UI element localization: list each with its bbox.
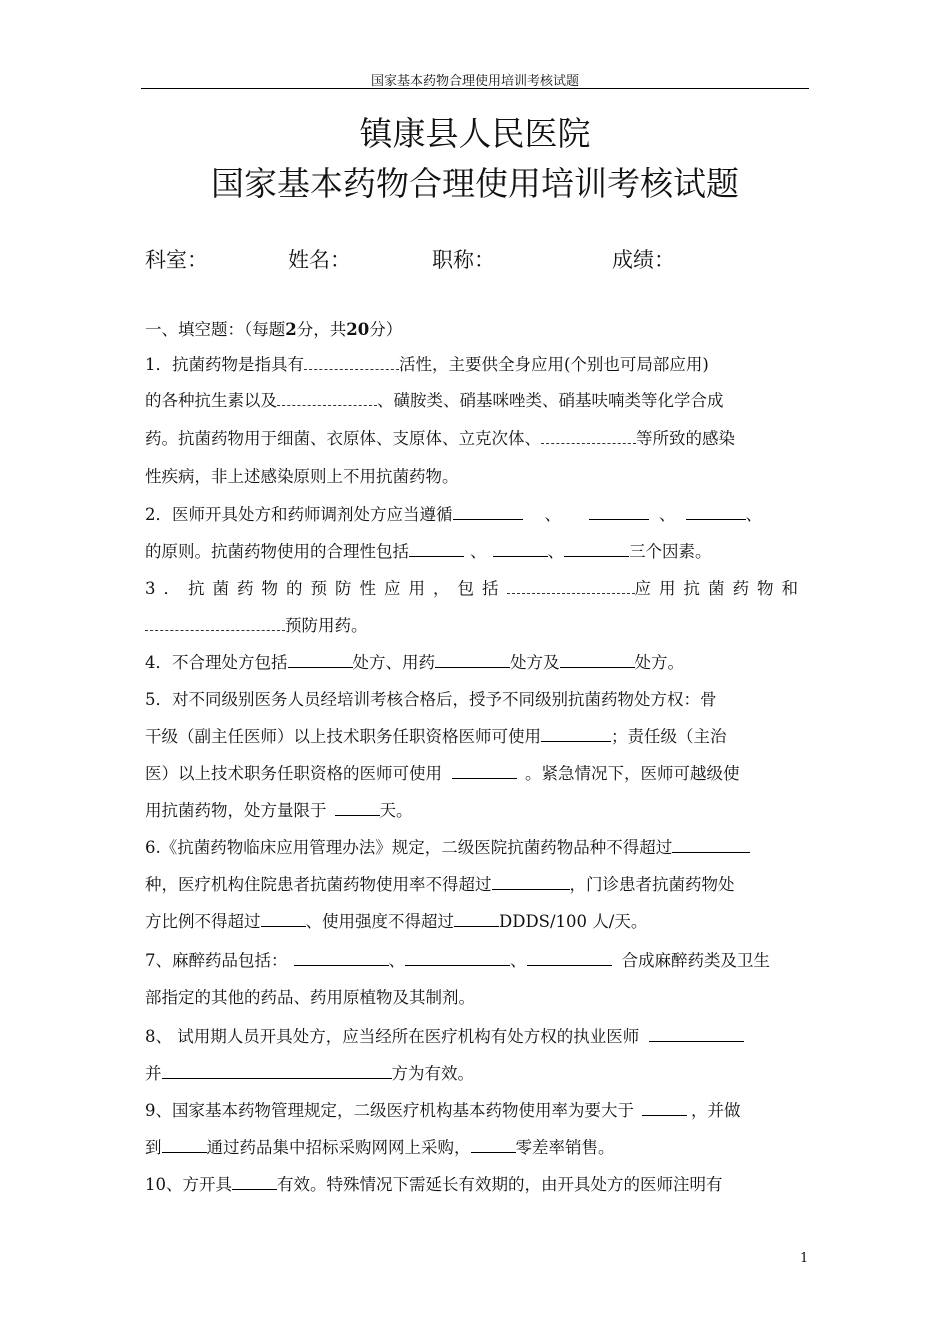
blank[interactable] [493,555,548,557]
running-header: 国家基本药物合理使用培训考核试题 [370,74,579,89]
blank[interactable] [261,925,306,927]
q8-line1: 8、 试用期人员开具处方，应当经所在医疗机构有处方权的执业医师 [145,1022,811,1052]
q8-line2: 并 方为有效。 [145,1064,474,1083]
blank[interactable] [471,1151,516,1153]
section-heading: 一、填空题：（每题2分，共20分） [145,320,403,339]
blank[interactable] [452,777,517,779]
name-label: 姓名： [288,248,351,272]
blank[interactable] [435,666,510,668]
blank[interactable] [405,964,510,966]
q6-line1: 6.《抗菌药物临床应用管理办法》规定，二级医院抗菌药物品种不得超过 [145,833,811,863]
q5-line4: 用抗菌药物，处方量限于 天。 [145,801,413,820]
blank[interactable] [288,666,353,668]
q1-line1: 1．抗菌药物是指具有 活性，主要供全身应用(个别也可局部应用) [145,355,709,374]
blank[interactable] [232,1188,277,1190]
q1-line4: 性疾病，非上述感染原则上不用抗菌药物。 [145,467,459,486]
q6-line3: 方比例不得超过 、使用强度不得超过 DDDS/100 人/天。 [145,912,648,931]
q9-line1: 9、国家基本药物管理规定，二级医疗机构基本药物使用率为要大于 ，并做 [145,1101,741,1120]
q4-line: 4．不合理处方包括 处方、用药 处方及 处方。 [145,653,684,672]
hospital-title: 镇康县人民医院 [359,114,591,153]
blank[interactable] [409,555,464,557]
q10-line1: 10、方开具 有效。特殊情况下需延长有效期的，由开具处方的医师注明有 [145,1175,723,1194]
exam-title: 国家基本药物合理使用培训考核试题 [211,164,739,203]
blank[interactable] [454,925,499,927]
job-title-label: 职称： [432,248,495,272]
blank[interactable] [527,964,612,966]
blank[interactable] [294,964,389,966]
dept-label: 科室： [145,248,208,272]
q3-line1: 3．抗菌药物的预防性应用，包括 应用抗菌药物和 [145,579,806,598]
blank[interactable] [589,518,649,520]
blank[interactable] [541,442,636,444]
blank[interactable] [162,1077,392,1079]
blank[interactable] [507,592,635,594]
q3-line2: 预防用药。 [145,611,811,641]
blank[interactable] [145,629,285,631]
q2-line2: 的原则。抗菌药物使用的合理性包括 、 、 三个因素。 [145,542,712,561]
header-rule [141,88,809,89]
q5-line2: 干级（副主任医师）以上技术职务任职资格医师可使用 ；责任级（主治 [145,727,727,746]
q9-line2: 到 通过药品集中招标采购网网上采购， 零差率销售。 [145,1138,615,1157]
page-number: 1 [800,1251,809,1266]
blank[interactable] [564,555,629,557]
blank[interactable] [453,518,523,520]
blank[interactable] [335,814,380,816]
q7-line2: 部指定的其他的药品、药用原植物及其制剂。 [145,988,475,1007]
blank[interactable] [304,368,399,370]
blank[interactable] [162,1151,207,1153]
blank[interactable] [672,851,750,853]
score-label: 成绩： [612,248,675,272]
blank[interactable] [277,404,377,406]
q1-line3: 药。抗菌药物用于细菌、衣原体、支原体、立克次体、 等所致的感染 [145,429,735,448]
q1-line2: 的各种抗生素以及 、磺胺类、硝基咪唑类、硝基呋喃类等化学合成 [145,391,724,410]
blank[interactable] [686,518,746,520]
q5-line1: 5．对不同级别医务人员经培训考核合格后，授予不同级别抗菌药物处方权：骨 [145,690,717,709]
blank[interactable] [541,740,611,742]
q5-line3: 医）以上技术职务任职资格的医师可使用 。紧急情况下，医师可越级使 [145,764,740,783]
q6-line2: 种，医疗机构住院患者抗菌药物使用率不得超过 ，门诊患者抗菌药物处 [145,875,735,894]
q2-line1: 2．医师开具处方和药师调剂处方应当遵循 、 、 、 [145,505,762,524]
blank[interactable] [642,1114,687,1116]
blank[interactable] [649,1040,744,1042]
q7-line1: 7、麻醉药品包括： 、 、 合成麻醉药类及卫生 [145,951,770,970]
blank[interactable] [492,888,570,890]
blank[interactable] [560,666,635,668]
